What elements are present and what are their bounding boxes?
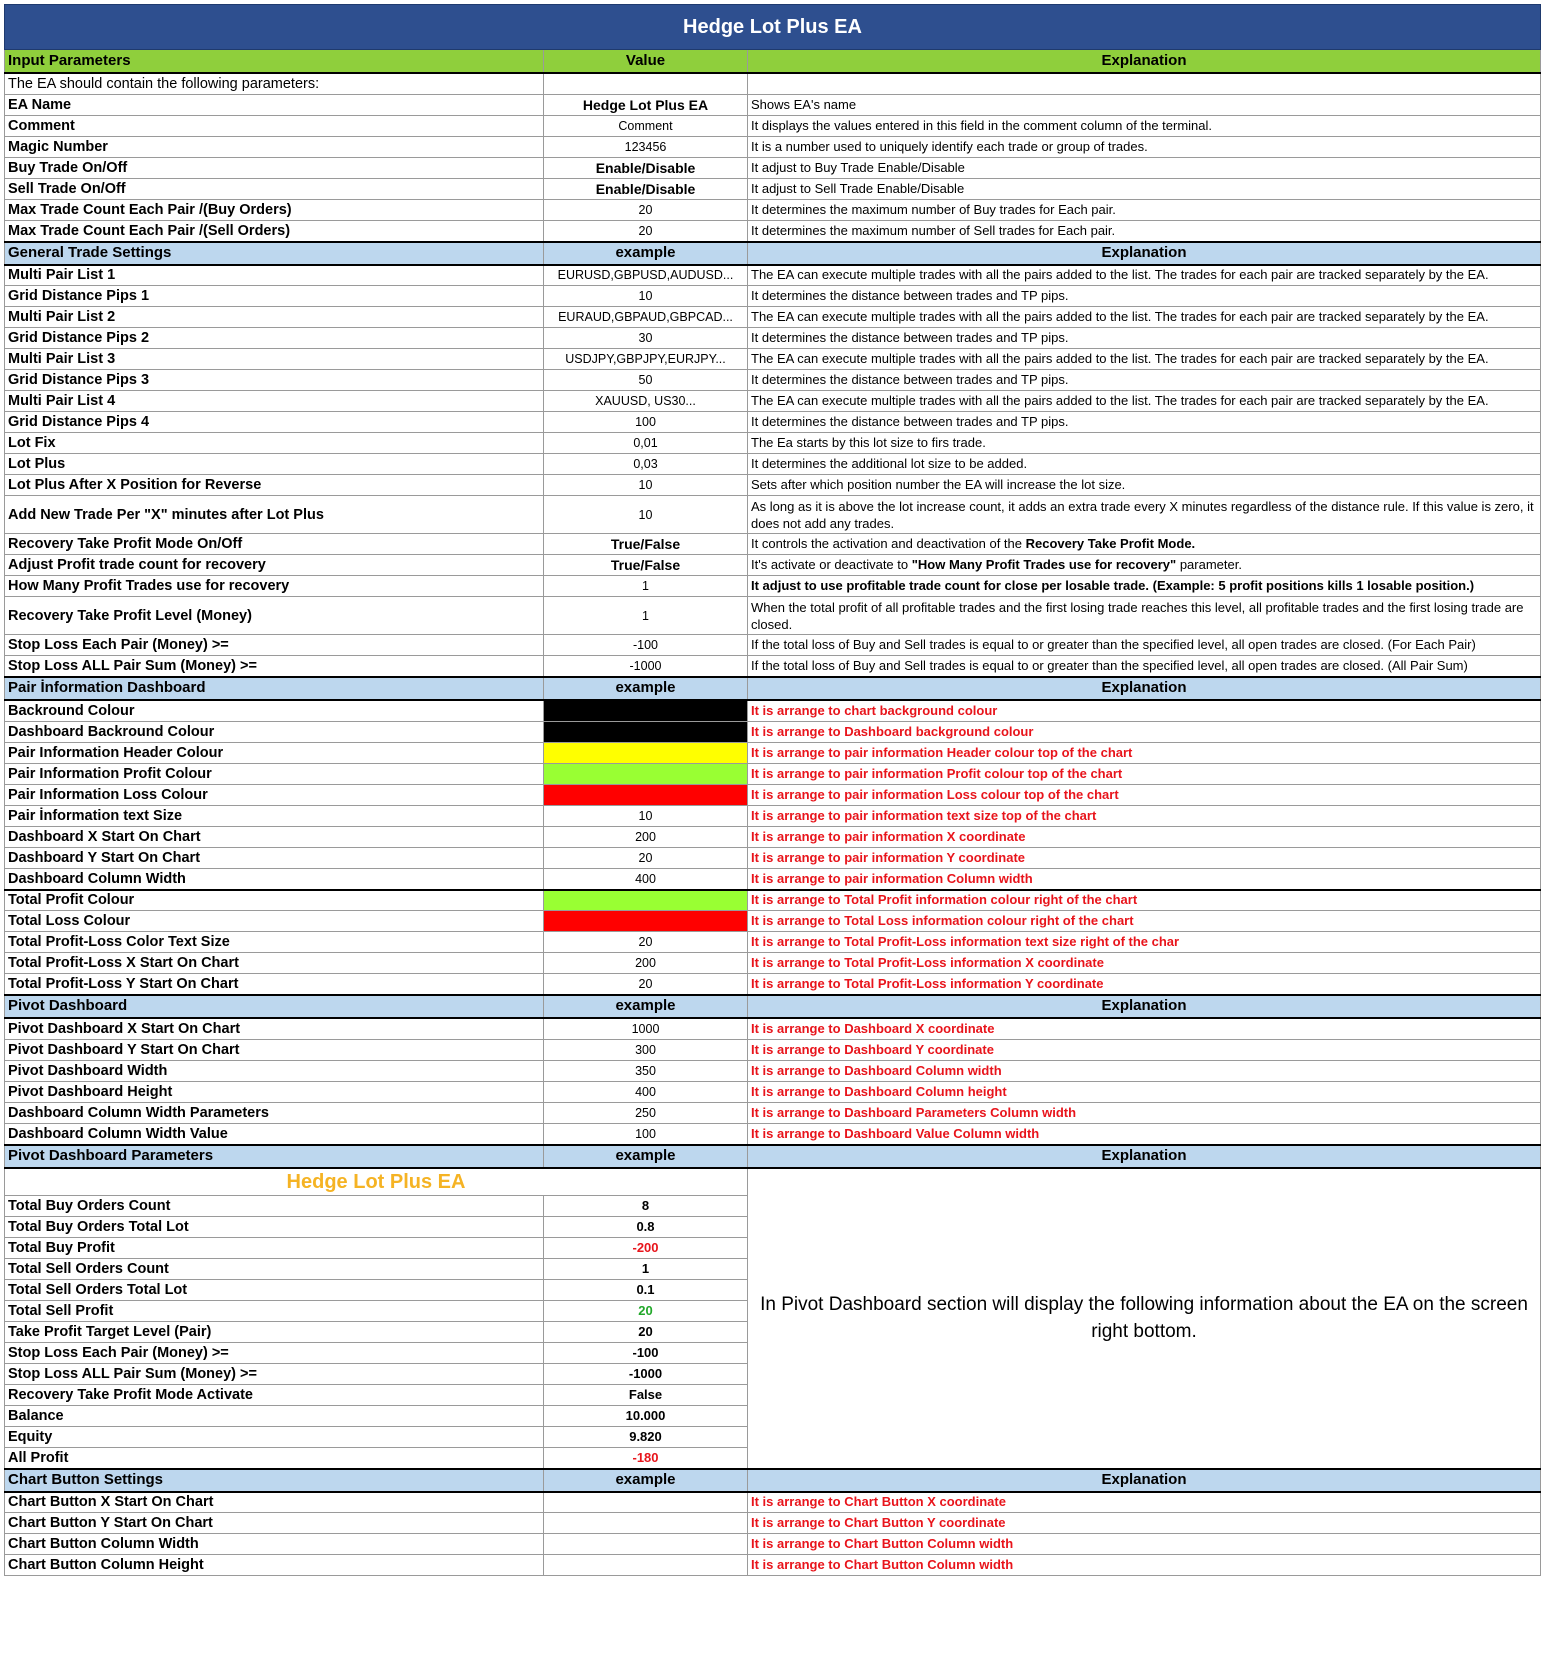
- dashboard-param-name: Equity: [5, 1427, 544, 1448]
- param-explanation: The EA can execute multiple trades with all the pairs added to the list. The trades for each pair are tracked separately by the EA.: [748, 265, 1541, 286]
- param-explanation: It is arrange to pair information Header colour top of the chart: [748, 743, 1541, 764]
- param-explanation: It determines the additional lot size to be added.: [748, 454, 1541, 475]
- param-row: [5, 534, 1541, 555]
- param-row: [5, 785, 1541, 806]
- param-explanation: It displays the values entered in this field in the comment column of the terminal.: [748, 116, 1541, 137]
- param-value: USDJPY,GBPJPY,EURJPY...: [544, 349, 748, 370]
- param-name: Adjust Profit trade count for recovery: [5, 555, 544, 576]
- param-explanation: If the total loss of Buy and Sell trades is equal to or greater than the specified level, all open trades are closed. (For Each Pair): [748, 635, 1541, 656]
- section-general-trade-settings: [5, 242, 1541, 265]
- colour-swatch: [544, 722, 748, 743]
- param-explanation: It is arrange to Chart Button X coordinate: [748, 1492, 1541, 1513]
- dashboard-param-name: Stop Loss Each Pair (Money) >=: [5, 1343, 544, 1364]
- param-row: [5, 158, 1541, 179]
- param-row: [5, 869, 1541, 890]
- param-value: 20: [544, 932, 748, 953]
- param-value: [544, 1555, 748, 1576]
- param-row: [5, 743, 1541, 764]
- param-value: 20: [544, 974, 748, 995]
- param-row: [5, 370, 1541, 391]
- param-value: EURUSD,GBPUSD,AUDUSD...: [544, 265, 748, 286]
- param-row: [5, 95, 1541, 116]
- param-name: Max Trade Count Each Pair /(Sell Orders): [5, 221, 544, 242]
- param-explanation: It adjust to use profitable trade count for close per losable trade. (Example: 5 profit positions kills 1 losable position.): [748, 576, 1541, 597]
- param-value: 10: [544, 475, 748, 496]
- param-row: [5, 454, 1541, 475]
- colour-swatch: [544, 743, 748, 764]
- sheet-body: [5, 5, 1541, 1576]
- param-row: [5, 1124, 1541, 1145]
- param-row: [5, 953, 1541, 974]
- param-name: Grid Distance Pips 2: [5, 328, 544, 349]
- param-row: [5, 1555, 1541, 1576]
- intro-text: The EA should contain the following parameters:: [5, 73, 544, 95]
- dashboard-param-name: Balance: [5, 1406, 544, 1427]
- dashboard-param-name: Take Profit Target Level (Pair): [5, 1322, 544, 1343]
- dashboard-param-name: Total Buy Profit: [5, 1238, 544, 1259]
- param-explanation: It is arrange to Dashboard Parameters Column width: [748, 1103, 1541, 1124]
- param-value: -100: [544, 635, 748, 656]
- section-chart-button-settings-title: Chart Button Settings: [5, 1469, 544, 1492]
- param-explanation: It is arrange to Total Profit-Loss information text size right of the char: [748, 932, 1541, 953]
- param-name: Max Trade Count Each Pair /(Buy Orders): [5, 200, 544, 221]
- explanation-text: parameter.: [1176, 557, 1242, 572]
- param-row: [5, 328, 1541, 349]
- header-input-parameters: Input Parameters: [5, 50, 544, 73]
- dashboard-param-value: 9.820: [544, 1427, 748, 1448]
- param-row: [5, 200, 1541, 221]
- param-value: 400: [544, 869, 748, 890]
- param-value: 350: [544, 1061, 748, 1082]
- param-row: [5, 496, 1541, 534]
- param-name: Multi Pair List 3: [5, 349, 544, 370]
- param-name: Lot Plus After X Position for Reverse: [5, 475, 544, 496]
- param-row: [5, 433, 1541, 454]
- param-explanation: It adjust to Buy Trade Enable/Disable: [748, 158, 1541, 179]
- param-value: [544, 1492, 748, 1513]
- param-explanation: It is arrange to Dashboard X coordinate: [748, 1018, 1541, 1040]
- dashboard-param-name: Total Sell Orders Total Lot: [5, 1280, 544, 1301]
- param-value: EURAUD,GBPAUD,GBPCAD...: [544, 307, 748, 328]
- param-name: Stop Loss ALL Pair Sum (Money) >=: [5, 656, 544, 677]
- dashboard-param-value: False: [544, 1385, 748, 1406]
- param-row: [5, 806, 1541, 827]
- dashboard-param-value: -200: [544, 1238, 748, 1259]
- section-pivot-dashboard-parameters: [5, 1145, 1541, 1168]
- explanation-bold: "How Many Profit Trades use for recovery": [911, 557, 1177, 572]
- param-value: 123456: [544, 137, 748, 158]
- param-row: [5, 597, 1541, 635]
- param-row: [5, 576, 1541, 597]
- param-explanation: It determines the distance between trades and TP pips.: [748, 328, 1541, 349]
- param-name: Pair İnformation text Size: [5, 806, 544, 827]
- param-value: [544, 1534, 748, 1555]
- param-explanation: It is arrange to pair information Profit colour top of the chart: [748, 764, 1541, 785]
- param-explanation: It is arrange to Dashboard background colour: [748, 722, 1541, 743]
- param-value: XAUUSD, US30...: [544, 391, 748, 412]
- param-name: Pair Information Loss Colour: [5, 785, 544, 806]
- dashboard-param-value: 20: [544, 1322, 748, 1343]
- colour-swatch: [544, 911, 748, 932]
- param-name: Sell Trade On/Off: [5, 179, 544, 200]
- section-pivot-dashboard-parameters-example: example: [544, 1145, 748, 1168]
- param-value: 1: [544, 576, 748, 597]
- param-row: [5, 1061, 1541, 1082]
- section-general-trade-settings-example: example: [544, 242, 748, 265]
- param-row: [5, 412, 1541, 433]
- dashboard-param-name: Stop Loss ALL Pair Sum (Money) >=: [5, 1364, 544, 1385]
- param-name: Dashboard X Start On Chart: [5, 827, 544, 848]
- param-name: Total Profit Colour: [5, 890, 544, 911]
- param-value: 200: [544, 953, 748, 974]
- param-row: [5, 475, 1541, 496]
- explanation-text: It controls the activation and deactivation of the: [751, 536, 1026, 551]
- param-explanation: It determines the distance between trades and TP pips.: [748, 412, 1541, 433]
- param-explanation: It is arrange to Total Profit-Loss information X coordinate: [748, 953, 1541, 974]
- param-value: 250: [544, 1103, 748, 1124]
- param-value: 10: [544, 286, 748, 307]
- section-chart-button-settings: [5, 1469, 1541, 1492]
- param-value: -1000: [544, 656, 748, 677]
- param-explanation: It is arrange to Chart Button Column width: [748, 1555, 1541, 1576]
- dashboard-param-value: 0.8: [544, 1217, 748, 1238]
- param-row: [5, 700, 1541, 722]
- dashboard-param-value: 10.000: [544, 1406, 748, 1427]
- param-row: [5, 286, 1541, 307]
- param-name: Pivot Dashboard Height: [5, 1082, 544, 1103]
- param-name: Grid Distance Pips 3: [5, 370, 544, 391]
- param-name: Buy Trade On/Off: [5, 158, 544, 179]
- param-name: Pair Information Profit Colour: [5, 764, 544, 785]
- param-name: Comment: [5, 116, 544, 137]
- section-general-trade-settings-title: General Trade Settings: [5, 242, 544, 265]
- param-name: Chart Button Column Width: [5, 1534, 544, 1555]
- param-explanation: The EA can execute multiple trades with all the pairs added to the list. The trades for each pair are tracked separately by the EA.: [748, 349, 1541, 370]
- dashboard-note: In Pivot Dashboard section will display the following information about the EA on the screen right bottom.: [748, 1168, 1541, 1469]
- param-row: [5, 307, 1541, 328]
- dashboard-param-name: Total Sell Orders Count: [5, 1259, 544, 1280]
- dashboard-param-value: -1000: [544, 1364, 748, 1385]
- param-row: [5, 349, 1541, 370]
- param-explanation: The EA can execute multiple trades with all the pairs added to the list. The trades for each pair are tracked separately by the EA.: [748, 391, 1541, 412]
- param-value: 100: [544, 412, 748, 433]
- header-value: Value: [544, 50, 748, 73]
- param-explanation: It is arrange to Chart Button Column width: [748, 1534, 1541, 1555]
- param-row: [5, 911, 1541, 932]
- param-name: Total Profit-Loss Y Start On Chart: [5, 974, 544, 995]
- param-explanation: It is a number used to uniquely identify each trade or group of trades.: [748, 137, 1541, 158]
- param-row: [5, 1018, 1541, 1040]
- dashboard-param-name: Recovery Take Profit Mode Activate: [5, 1385, 544, 1406]
- param-explanation: [748, 534, 1541, 555]
- param-name: Recovery Take Profit Mode On/Off: [5, 534, 544, 555]
- param-explanation: It determines the distance between trades and TP pips.: [748, 370, 1541, 391]
- explanation-text: It's activate or deactivate to: [751, 557, 912, 572]
- param-name: Lot Plus: [5, 454, 544, 475]
- param-name: Multi Pair List 1: [5, 265, 544, 286]
- param-explanation: It is arrange to Dashboard Value Column width: [748, 1124, 1541, 1145]
- param-row: [5, 1103, 1541, 1124]
- param-value: 400: [544, 1082, 748, 1103]
- section-pivot-dashboard-parameters-explanation: Explanation: [748, 1145, 1541, 1168]
- param-name: Dashboard Y Start On Chart: [5, 848, 544, 869]
- param-row: [5, 179, 1541, 200]
- colour-swatch: [544, 890, 748, 911]
- dashboard-param-value: -180: [544, 1448, 748, 1469]
- section-pair-information-dashboard-example: example: [544, 677, 748, 700]
- dashboard-title: Hedge Lot Plus EA: [5, 1168, 748, 1196]
- param-row: [5, 722, 1541, 743]
- param-explanation: It adjust to Sell Trade Enable/Disable: [748, 179, 1541, 200]
- param-name: Multi Pair List 4: [5, 391, 544, 412]
- section-pair-information-dashboard-explanation: Explanation: [748, 677, 1541, 700]
- dashboard-param-name: Total Buy Orders Total Lot: [5, 1217, 544, 1238]
- param-row: [5, 1040, 1541, 1061]
- dashboard-param-value: 0.1: [544, 1280, 748, 1301]
- param-value: 200: [544, 827, 748, 848]
- param-explanation: It is arrange to pair information X coordinate: [748, 827, 1541, 848]
- param-value: 10: [544, 806, 748, 827]
- param-name: Grid Distance Pips 1: [5, 286, 544, 307]
- param-name: Backround Colour: [5, 700, 544, 722]
- param-explanation: It determines the maximum number of Sell trades for Each pair.: [748, 221, 1541, 242]
- explanation-bold: Recovery Take Profit Mode.: [1025, 536, 1196, 551]
- param-value: 100: [544, 1124, 748, 1145]
- colour-swatch: [544, 700, 748, 722]
- param-row: [5, 391, 1541, 412]
- param-row: [5, 656, 1541, 677]
- section-pivot-dashboard-title: Pivot Dashboard: [5, 995, 544, 1018]
- param-name: Chart Button X Start On Chart: [5, 1492, 544, 1513]
- dashboard-param-value: 1: [544, 1259, 748, 1280]
- param-value: Enable/Disable: [544, 158, 748, 179]
- param-name: Dashboard Backround Colour: [5, 722, 544, 743]
- param-explanation: It is arrange to Dashboard Y coordinate: [748, 1040, 1541, 1061]
- dashboard-param-name: All Profit: [5, 1448, 544, 1469]
- param-value: True/False: [544, 555, 748, 576]
- param-explanation: It is arrange to Chart Button Y coordinate: [748, 1513, 1541, 1534]
- param-name: Add New Trade Per "X" minutes after Lot Plus: [5, 496, 544, 534]
- param-explanation: Shows EA's name: [748, 95, 1541, 116]
- colour-swatch: [544, 764, 748, 785]
- param-name: Total Profit-Loss Color Text Size: [5, 932, 544, 953]
- header-row: [5, 50, 1541, 73]
- param-value: Hedge Lot Plus EA: [544, 95, 748, 116]
- param-value: [544, 1513, 748, 1534]
- param-name: Total Loss Colour: [5, 911, 544, 932]
- param-explanation: The Ea starts by this lot size to firs trade.: [748, 433, 1541, 454]
- dashboard-param-name: Total Buy Orders Count: [5, 1196, 544, 1217]
- section-chart-button-settings-example: example: [544, 1469, 748, 1492]
- param-name: Dashboard Column Width Value: [5, 1124, 544, 1145]
- param-value: 30: [544, 328, 748, 349]
- param-explanation: The EA can execute multiple trades with all the pairs added to the list. The trades for each pair are tracked separately by the EA.: [748, 307, 1541, 328]
- param-value: 20: [544, 848, 748, 869]
- param-explanation: It is arrange to pair information Y coordinate: [748, 848, 1541, 869]
- param-row: [5, 137, 1541, 158]
- header-explanation: Explanation: [748, 50, 1541, 73]
- param-name: Recovery Take Profit Level (Money): [5, 597, 544, 635]
- param-explanation: It is arrange to Total Profit information colour right of the chart: [748, 890, 1541, 911]
- param-value: 20: [544, 200, 748, 221]
- param-name: EA Name: [5, 95, 544, 116]
- section-pivot-dashboard: [5, 995, 1541, 1018]
- param-name: Dashboard Column Width: [5, 869, 544, 890]
- param-name: Lot Fix: [5, 433, 544, 454]
- param-name: Chart Button Column Height: [5, 1555, 544, 1576]
- param-name: How Many Profit Trades use for recovery: [5, 576, 544, 597]
- param-name: Chart Button Y Start On Chart: [5, 1513, 544, 1534]
- param-explanation: It is arrange to Total Profit-Loss information Y coordinate: [748, 974, 1541, 995]
- param-explanation: It is arrange to Dashboard Column width: [748, 1061, 1541, 1082]
- section-pivot-dashboard-parameters-title: Pivot Dashboard Parameters: [5, 1145, 544, 1168]
- param-name: Stop Loss Each Pair (Money) >=: [5, 635, 544, 656]
- param-value: 0,03: [544, 454, 748, 475]
- param-row: [5, 848, 1541, 869]
- param-explanation: It is arrange to pair information text size top of the chart: [748, 806, 1541, 827]
- param-row: [5, 932, 1541, 953]
- intro-row: [5, 73, 1541, 95]
- param-row: [5, 116, 1541, 137]
- param-explanation: When the total profit of all profitable trades and the first losing trade reaches this level, all profitable trades and the first losing trade are closed.: [748, 597, 1541, 635]
- param-name: Grid Distance Pips 4: [5, 412, 544, 433]
- section-chart-button-settings-explanation: Explanation: [748, 1469, 1541, 1492]
- param-row: [5, 635, 1541, 656]
- param-value: 1: [544, 597, 748, 635]
- param-value: Enable/Disable: [544, 179, 748, 200]
- param-name: Pivot Dashboard Width: [5, 1061, 544, 1082]
- dashboard-param-name: Total Sell Profit: [5, 1301, 544, 1322]
- param-row: [5, 1534, 1541, 1555]
- param-row: [5, 1513, 1541, 1534]
- param-value: True/False: [544, 534, 748, 555]
- param-explanation: It is arrange to pair information Column width: [748, 869, 1541, 890]
- intro-explanation-cell: [748, 73, 1541, 95]
- section-pivot-dashboard-explanation: Explanation: [748, 995, 1541, 1018]
- intro-value-cell: [544, 73, 748, 95]
- section-general-trade-settings-explanation: Explanation: [748, 242, 1541, 265]
- dashboard-param-value: -100: [544, 1343, 748, 1364]
- param-value: 20: [544, 221, 748, 242]
- section-pivot-dashboard-example: example: [544, 995, 748, 1018]
- param-value: 300: [544, 1040, 748, 1061]
- param-name: Pair Information Header Colour: [5, 743, 544, 764]
- param-explanation: As long as it is above the lot increase count, it adds an extra trade every X minutes regardless of the distance rule. If this value is zero, it does not add any trades.: [748, 496, 1541, 534]
- param-explanation: If the total loss of Buy and Sell trades is equal to or greater than the specified level, all open trades are closed. (All Pair Sum): [748, 656, 1541, 677]
- param-row: [5, 265, 1541, 286]
- colour-swatch: [544, 785, 748, 806]
- ea-parameter-sheet: [4, 4, 1541, 1576]
- param-row: [5, 974, 1541, 995]
- param-explanation: It is arrange to chart background colour: [748, 700, 1541, 722]
- param-value: Comment: [544, 116, 748, 137]
- param-name: Total Profit-Loss X Start On Chart: [5, 953, 544, 974]
- dashboard-title-row: [5, 1168, 1541, 1196]
- param-name: Pivot Dashboard Y Start On Chart: [5, 1040, 544, 1061]
- dashboard-param-value: 20: [544, 1301, 748, 1322]
- param-name: Pivot Dashboard X Start On Chart: [5, 1018, 544, 1040]
- dashboard-param-value: 8: [544, 1196, 748, 1217]
- param-name: Magic Number: [5, 137, 544, 158]
- param-row: [5, 555, 1541, 576]
- param-value: 1000: [544, 1018, 748, 1040]
- param-explanation: It is arrange to pair information Loss colour top of the chart: [748, 785, 1541, 806]
- param-explanation: It determines the maximum number of Buy trades for Each pair.: [748, 200, 1541, 221]
- section-pair-information-dashboard: [5, 677, 1541, 700]
- param-explanation: It determines the distance between trades and TP pips.: [748, 286, 1541, 307]
- param-name: Dashboard Column Width Parameters: [5, 1103, 544, 1124]
- param-row: [5, 827, 1541, 848]
- param-explanation: It is arrange to Total Loss information colour right of the chart: [748, 911, 1541, 932]
- param-explanation: Sets after which position number the EA will increase the lot size.: [748, 475, 1541, 496]
- param-row: [5, 890, 1541, 911]
- param-row: [5, 1492, 1541, 1513]
- param-value: 50: [544, 370, 748, 391]
- param-value: 0,01: [544, 433, 748, 454]
- param-name: Multi Pair List 2: [5, 307, 544, 328]
- param-row: [5, 1082, 1541, 1103]
- section-pair-information-dashboard-title: Pair İnformation Dashboard: [5, 677, 544, 700]
- param-explanation: [748, 555, 1541, 576]
- param-explanation: It is arrange to Dashboard Column height: [748, 1082, 1541, 1103]
- sheet-title: Hedge Lot Plus EA: [5, 5, 1541, 50]
- param-row: [5, 221, 1541, 242]
- param-value: 10: [544, 496, 748, 534]
- param-row: [5, 764, 1541, 785]
